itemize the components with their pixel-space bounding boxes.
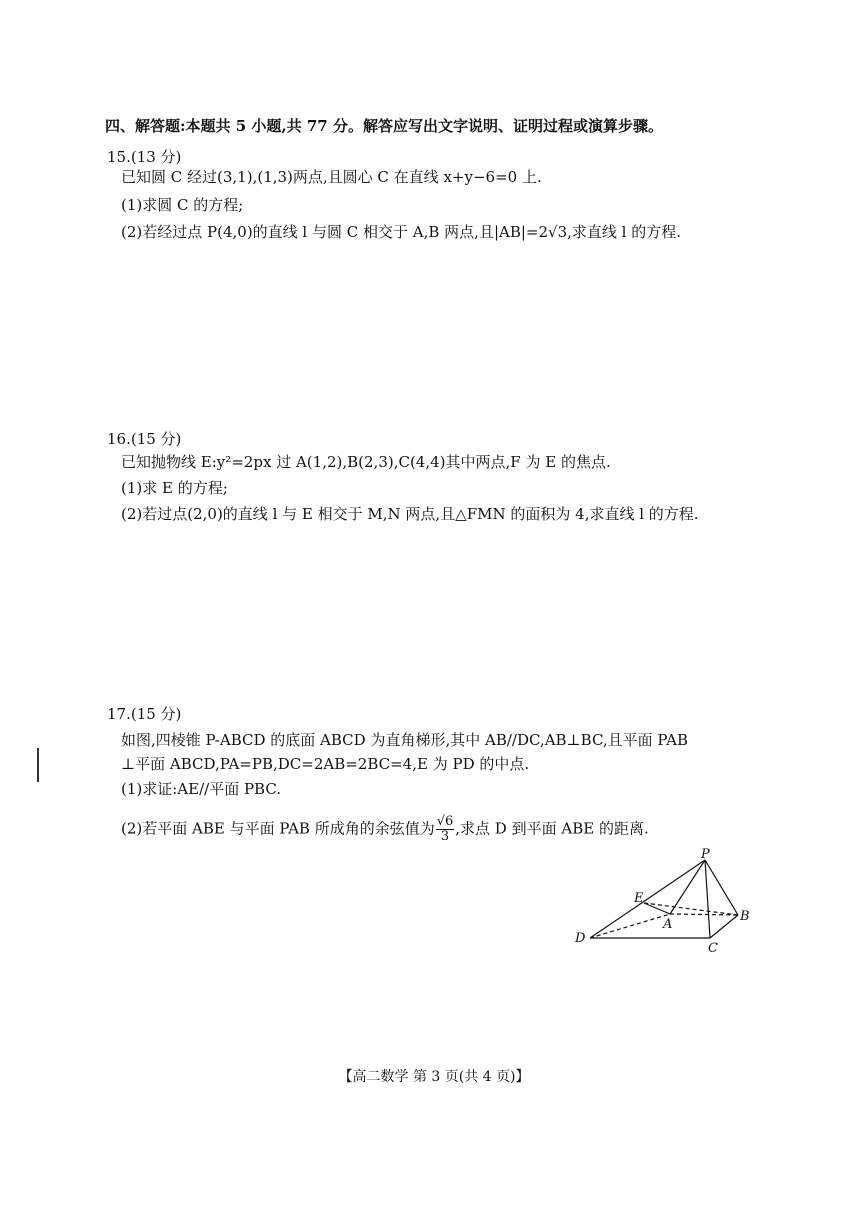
label-P: P — [701, 848, 710, 862]
q16-part2: (2)若过点(2,0)的直线 l 与 E 相交于 M,N 两点,且△FMN 的面积为 4,求直线 l 的方程. — [121, 505, 699, 523]
fraction-numerator: √6 — [436, 814, 454, 829]
q15-number: 15.(13 分) — [107, 148, 182, 166]
q15-stem: 已知圆 C 经过(3,1),(1,3)两点,且圆心 C 在直线 x+y−6=0 上. — [121, 168, 542, 186]
q16-part1: (1)求 E 的方程; — [121, 479, 228, 497]
pyramid-figure — [560, 848, 760, 958]
label-C: C — [708, 941, 718, 956]
q17-number: 17.(15 分) — [107, 705, 182, 723]
edge-DA — [590, 914, 673, 938]
section-heading: 四、解答题:本题共 5 小题,共 77 分。解答应写出文字说明、证明过程或演算步骤。 — [105, 117, 663, 135]
q17-part2-before: (2)若平面 ABE 与平面 PAB 所成角的余弦值为 — [121, 819, 435, 838]
edge-PB — [705, 860, 738, 915]
label-B: B — [740, 909, 750, 924]
q17-stem-line1: 如图,四棱锥 P-ABCD 的底面 ABCD 为直角梯形,其中 AB//DC,AB⊥BC,且平面 PAB — [121, 731, 689, 749]
q15-part1: (1)求圆 C 的方程; — [121, 196, 244, 214]
q17-part1: (1)求证:AE//平面 PBC. — [121, 780, 282, 798]
q16-number: 16.(15 分) — [107, 430, 182, 448]
label-A: A — [663, 917, 673, 932]
q15-part2: (2)若经过点 P(4,0)的直线 l 与圆 C 相交于 A,B 两点,且|AB|=2√3,求直线 l 的方程. — [121, 223, 681, 241]
edge-PD — [590, 860, 705, 938]
fraction-denominator: 3 — [440, 829, 450, 844]
q17-part2 — [121, 815, 649, 844]
page-footer: 【高二数学 第 3 页(共 4 页)】 — [338, 1069, 530, 1085]
label-D: D — [575, 931, 586, 946]
q16-stem: 已知抛物线 E:y²=2px 过 A(1,2),B(2,3),C(4,4)其中两点,F 为 E 的焦点. — [121, 453, 611, 471]
margin-mark — [37, 748, 39, 782]
edge-CB — [710, 915, 738, 938]
edge-PC — [705, 860, 710, 938]
q17-stem-line2: ⊥平面 ABCD,PA=PB,DC=2AB=2BC=4,E 为 PD 的中点. — [121, 755, 530, 773]
q17-part2-after: ,求点 D 到平面 ABE 的距离. — [455, 819, 649, 838]
edge-PA — [670, 860, 705, 914]
edge-EA — [644, 903, 670, 914]
label-E: E — [634, 891, 644, 906]
cosine-fraction — [436, 815, 455, 844]
